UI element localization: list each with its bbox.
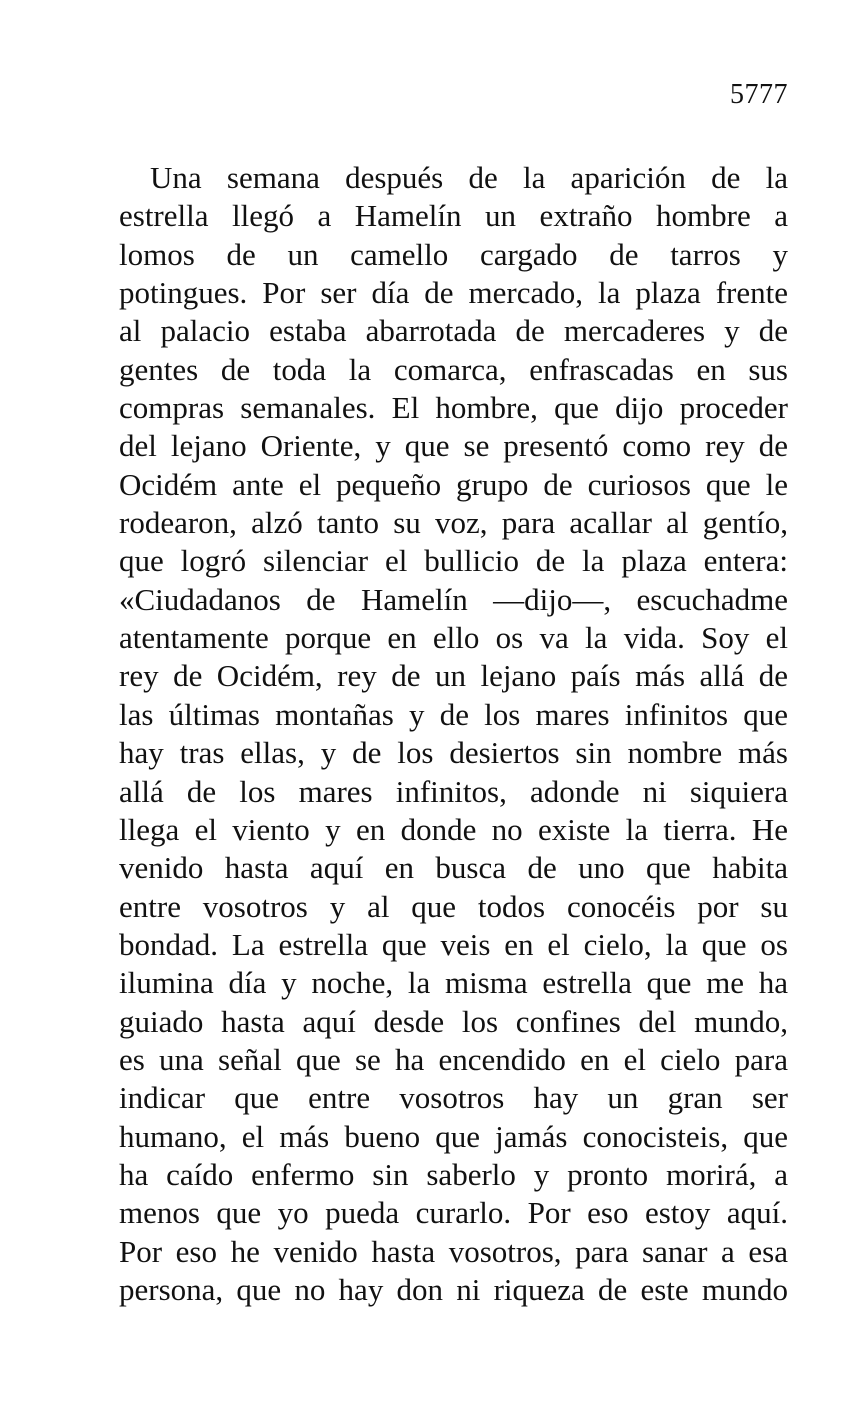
text-line: humano, el más bueno que jamás conocisteis, que — [119, 1118, 788, 1154]
text-line: llega el viento y en donde no existe la tierra. He — [119, 811, 788, 847]
text-line: persona, que no hay don ni riqueza de este mundo — [119, 1271, 788, 1307]
body-paragraph — [119, 159, 788, 1309]
text-line: ilumina día y noche, la misma estrella que me ha — [119, 965, 788, 1001]
text-line: indicar que entre vosotros hay un gran ser — [119, 1080, 788, 1116]
text-line: «Ciudadanos de Hamelín —dijo—, escuchadme — [119, 581, 788, 617]
text-line: menos que yo pueda curarlo. Por eso estoy aquí. — [119, 1195, 788, 1231]
text-line: lomos de un camello cargado de tarros y — [119, 236, 788, 272]
text-line: venido hasta aquí en busca de uno que habita — [119, 850, 788, 886]
text-line: del lejano Oriente, y que se presentó como rey de — [119, 428, 788, 464]
text-line: entre vosotros y al que todos conocéis por su — [119, 888, 788, 924]
text-line: rey de Ocidém, rey de un lejano país más allá de — [119, 658, 788, 694]
text-line: potingues. Por ser día de mercado, la plaza frente — [119, 275, 788, 311]
text-line: hay tras ellas, y de los desiertos sin nombre más — [119, 735, 788, 771]
text-line: rodearon, alzó tanto su voz, para acallar al gentío, — [119, 505, 788, 541]
text-line: compras semanales. El hombre, que dijo proceder — [119, 390, 788, 426]
text-line: bondad. La estrella que veis en el cielo, la que os — [119, 926, 788, 962]
text-line: ha caído enfermo sin saberlo y pronto morirá, a — [119, 1156, 788, 1192]
page-number: 5777 — [730, 79, 788, 110]
text-line: atentamente porque en ello os va la vida. Soy el — [119, 620, 788, 656]
text-line: Por eso he venido hasta vosotros, para sanar a esa — [119, 1233, 788, 1269]
text-line: las últimas montañas y de los mares infinitos que — [119, 696, 788, 732]
text-line: guiado hasta aquí desde los confines del mundo, — [119, 1003, 788, 1039]
text-line: Ocidém ante el pequeño grupo de curiosos que le — [119, 466, 788, 502]
text-line: es una señal que se ha encendido en el cielo para — [119, 1041, 788, 1077]
text-line: estrella llegó a Hamelín un extraño hombre a — [119, 198, 788, 234]
text-line: Una semana después de la aparición de la — [150, 160, 788, 195]
text-line: al palacio estaba abarrotada de mercaderes y de — [119, 313, 788, 349]
text-line: que logró silenciar el bullicio de la plaza entera: — [119, 543, 788, 579]
text-line: gentes de toda la comarca, enfrascadas en sus — [119, 351, 788, 387]
text-line: allá de los mares infinitos, adonde ni siquiera — [119, 773, 788, 809]
